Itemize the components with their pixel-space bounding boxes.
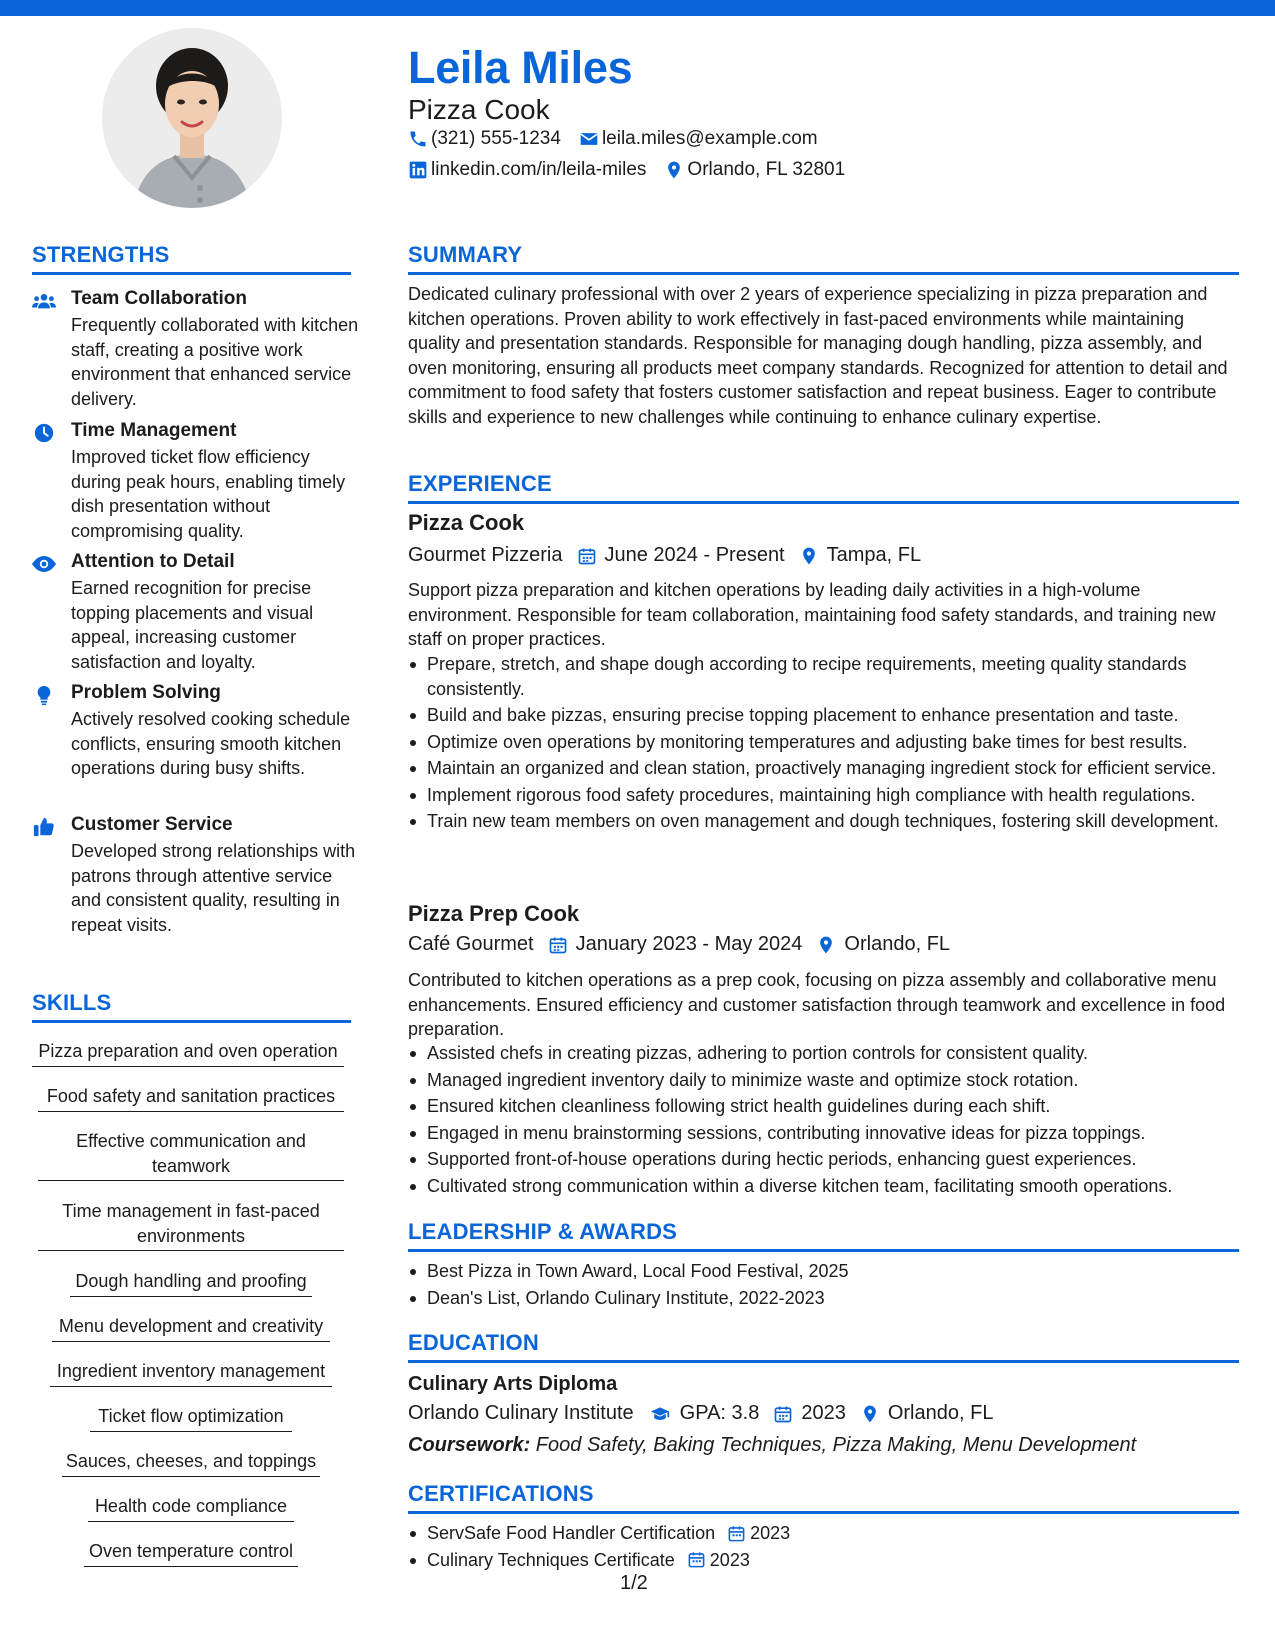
strength-desc: Earned recognition for precise topping placements and visual appeal, increasing customer satisfaction and loyalty. xyxy=(71,578,314,672)
contact-email[interactable] xyxy=(579,128,818,150)
summary-text: Dedicated culinary professional with over 2 years of experience specializing in pizza preparation and kitchen operations. Proven ability to work effectively in fast-paced environments while maintaining quality and presentation standards. Responsible for managing dough handling, pizza assembly, and oven monitoring, ensuring all products meet company standards. Recognized for attention to detail and commitment to food safety that fosters customer satisfaction and repeat business. Eager to contribute skills and experience to new challenges while continuing to enhance culinary expertise. xyxy=(408,284,1228,427)
certification-year: 2023 xyxy=(709,1549,750,1570)
award-item: Best Pizza in Town Award, Local Food Festival, 2025 xyxy=(408,1259,1243,1284)
leadership-list xyxy=(408,1259,1243,1312)
job-dates: January 2023 - May 2024 xyxy=(575,933,803,955)
skill-item: Time management in fast-paced environments xyxy=(38,1199,344,1251)
eye-icon xyxy=(32,553,56,575)
job-bullet: Cultivated strong communication within a diverse kitchen team, facilitating smooth operations. xyxy=(408,1174,1243,1199)
job-bullets xyxy=(408,1041,1243,1200)
job-bullet: Maintain an organized and clean station, proactively managing ingredient stock for efficient service. xyxy=(408,756,1243,781)
strength-desc: Frequently collaborated with kitchen staff, creating a positive work environment that enhanced service delivery. xyxy=(71,315,359,409)
coursework-label: Coursework: xyxy=(408,1434,531,1456)
strength-title: Attention to Detail xyxy=(71,551,235,572)
top-accent-bar xyxy=(0,0,1275,16)
calendar-icon xyxy=(687,1550,706,1569)
skill-item: Pizza preparation and oven operation xyxy=(32,1039,344,1067)
job-company: Gourmet Pizzeria xyxy=(408,544,563,566)
leadership-heading: LEADERSHIP & AWARDS xyxy=(408,1219,678,1244)
coursework xyxy=(408,1434,1136,1457)
skill-item: Sauces, cheeses, and toppings xyxy=(62,1449,320,1477)
envelope-icon xyxy=(579,129,599,149)
thumbs-up-icon xyxy=(32,816,56,838)
strengths-rule xyxy=(32,272,351,275)
certifications-rule xyxy=(408,1511,1239,1514)
certifications-list xyxy=(408,1521,1243,1574)
strength-title: Problem Solving xyxy=(71,682,221,703)
summary-heading: SUMMARY xyxy=(408,242,523,267)
strengths-heading: STRENGTHS xyxy=(32,242,170,267)
strength-title: Team Collaboration xyxy=(71,288,247,309)
users-icon xyxy=(32,290,56,312)
skills-heading: SKILLS xyxy=(32,990,112,1015)
job-bullet: Build and bake pizzas, ensuring precise topping placement to enhance presentation and taste. xyxy=(408,703,1243,728)
skill-item: Menu development and creativity xyxy=(52,1314,330,1342)
strength-title: Time Management xyxy=(71,420,237,441)
education-year: 2023 xyxy=(801,1402,846,1424)
skill-item: Ticket flow optimization xyxy=(90,1404,292,1432)
experience-heading: EXPERIENCE xyxy=(408,471,552,496)
calendar-icon xyxy=(727,1524,746,1543)
certification-name: Culinary Techniques Certificate xyxy=(427,1549,675,1570)
job-meta xyxy=(408,933,964,956)
page-number: 1/2 xyxy=(620,1572,648,1594)
skill-item: Food safety and sanitation practices xyxy=(38,1084,344,1112)
job-description: Support pizza preparation and kitchen operations by leading daily activities in a high-volume environment. Responsible for team collaboration, maintaining food safety standards, and training new staff on proper practices. xyxy=(408,580,1216,649)
education-rule xyxy=(408,1360,1239,1363)
phone-icon xyxy=(408,129,428,149)
graduation-cap-icon xyxy=(648,1404,672,1424)
calendar-icon xyxy=(773,1404,793,1424)
leadership-rule xyxy=(408,1249,1239,1252)
skill-item: Ingredient inventory management xyxy=(50,1359,332,1387)
strength-title: Customer Service xyxy=(71,814,233,835)
skills-rule xyxy=(32,1020,351,1023)
skill-item: Oven temperature control xyxy=(84,1539,298,1567)
candidate-title: Pizza Cook xyxy=(408,94,550,125)
contact-row-1 xyxy=(408,128,836,150)
strength-desc: Developed strong relationships with patrons through attentive service and consistent quality, resulting in repeat visits. xyxy=(71,841,356,935)
job-title: Pizza Cook xyxy=(408,510,525,535)
job-location: Orlando, FL xyxy=(844,933,951,955)
job-bullet: Optimize oven operations by monitoring temperatures and adjusting bake times for best results. xyxy=(408,730,1243,755)
strength-desc: Actively resolved cooking schedule conflicts, ensuring smooth kitchen operations during busy shifts. xyxy=(71,709,351,778)
skill-item: Effective communication and teamwork xyxy=(38,1129,344,1181)
location-text: Orlando, FL 32801 xyxy=(687,159,846,180)
contact-row-2 xyxy=(408,159,863,181)
education-location: Orlando, FL xyxy=(887,1402,994,1424)
certification-year: 2023 xyxy=(750,1523,791,1543)
job-bullets xyxy=(408,652,1243,836)
calendar-icon xyxy=(577,546,597,566)
job-bullet: Prepare, stretch, and shape dough according to recipe requirements, meeting quality standards consistently. xyxy=(408,652,1243,701)
job-bullet: Supported front-of-house operations during hectic periods, enhancing guest experiences. xyxy=(408,1147,1243,1172)
skill-item: Dough handling and proofing xyxy=(70,1269,312,1297)
job-location: Tampa, FL xyxy=(826,544,922,566)
job-company: Café Gourmet xyxy=(408,933,534,955)
certification-item xyxy=(408,1521,1243,1546)
candidate-name: Leila Miles xyxy=(408,42,633,93)
coursework-list: Food Safety, Baking Techniques, Pizza Making, Menu Development xyxy=(530,1434,1137,1456)
certification-name: ServSafe Food Handler Certification xyxy=(427,1523,716,1543)
experience-rule xyxy=(408,501,1239,504)
job-dates: June 2024 - Present xyxy=(604,544,785,566)
job-bullet: Managed ingredient inventory daily to minimize waste and optimize stock rotation. xyxy=(408,1068,1243,1093)
skill-item: Health code compliance xyxy=(88,1494,294,1522)
map-pin-icon xyxy=(860,1404,880,1424)
phone-text: (321) 555-1234 xyxy=(431,128,561,149)
summary-rule xyxy=(408,272,1239,275)
clock-icon xyxy=(32,422,56,444)
job-bullet: Train new team members on oven management and dough techniques, fostering skill development. xyxy=(408,809,1243,834)
map-pin-icon xyxy=(799,546,819,566)
education-school: Orlando Culinary Institute xyxy=(408,1402,634,1424)
education-heading: EDUCATION xyxy=(408,1330,539,1355)
education-gpa: GPA: 3.8 xyxy=(679,1402,760,1424)
education-meta xyxy=(408,1402,1007,1425)
linkedin-icon xyxy=(408,160,428,180)
certifications-heading: CERTIFICATIONS xyxy=(408,1481,594,1506)
job-bullet: Engaged in menu brainstorming sessions, contributing innovative ideas for pizza toppings. xyxy=(408,1121,1243,1146)
contact-location xyxy=(664,159,845,181)
calendar-icon xyxy=(548,935,568,955)
map-pin-icon xyxy=(816,935,836,955)
job-bullet: Ensured kitchen cleanliness following strict health guidelines during each shift. xyxy=(408,1094,1243,1119)
map-pin-icon xyxy=(664,160,684,180)
job-meta xyxy=(408,544,935,567)
strength-desc: Improved ticket flow efficiency during peak hours, enabling timely dish presentation without compromising quality. xyxy=(71,447,346,541)
lightbulb-icon xyxy=(32,684,56,706)
job-bullet: Implement rigorous food safety procedures, maintaining high compliance with health regulations. xyxy=(408,783,1243,808)
profile-photo xyxy=(102,28,282,208)
job-bullet: Assisted chefs in creating pizzas, adhering to portion controls for consistent quality. xyxy=(408,1041,1243,1066)
email-text: leila.miles@example.com xyxy=(601,128,818,149)
education-degree: Culinary Arts Diploma xyxy=(408,1373,618,1395)
linkedin-text: linkedin.com/in/leila-miles xyxy=(431,159,647,180)
award-item: Dean's List, Orlando Culinary Institute, 2022-2023 xyxy=(408,1286,1243,1311)
contact-phone[interactable] xyxy=(408,128,561,150)
contact-linkedin[interactable] xyxy=(408,159,646,181)
certification-item xyxy=(408,1548,1243,1573)
job-title: Pizza Prep Cook xyxy=(408,901,580,926)
job-description: Contributed to kitchen operations as a prep cook, focusing on pizza assembly and collaborative menu enhancements. Ensured efficiency and customer satisfaction through teamwork and excellence in food preparation. xyxy=(408,970,1226,1039)
